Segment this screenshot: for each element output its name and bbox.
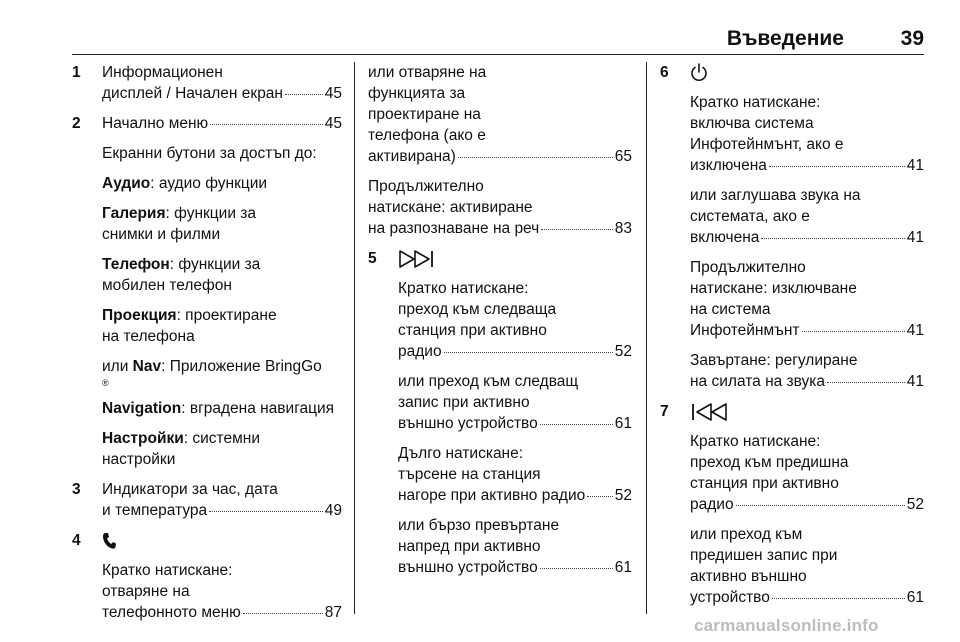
term: Настройки [102, 430, 184, 447]
term: Телефон [102, 256, 170, 273]
entry [690, 257, 924, 341]
entry-text: преход към предишна [690, 454, 849, 471]
toc-line [368, 146, 632, 167]
leader-dots [243, 613, 323, 614]
term: Nav [132, 358, 162, 375]
entry-text: Завъртане: регулиране [690, 352, 858, 369]
entry-text: телефона (ако е [368, 127, 486, 144]
entry-text: Кратко натискане: [690, 433, 821, 450]
toc-line [102, 113, 342, 134]
page-ref[interactable]: 52 [614, 343, 632, 360]
entry-text: или [102, 358, 133, 375]
icon-line [398, 248, 632, 269]
entry-text: активирана) [368, 148, 456, 165]
list-item-6 [660, 62, 924, 392]
entry-text: Начално меню [102, 115, 209, 132]
power-icon [690, 63, 708, 83]
entry [690, 350, 924, 392]
item-number: 2 [72, 115, 81, 132]
entry-text: Кратко натискане: [398, 280, 529, 297]
entry-text: нагоре при активно радио [398, 487, 586, 504]
entry-text: станция при активно [398, 322, 547, 339]
list-item-2 [72, 113, 342, 470]
entry-text: активно външно [690, 568, 807, 585]
list-item-1 [72, 62, 342, 104]
toc-line [690, 320, 924, 341]
header-rule [72, 54, 924, 55]
entry-text: изключена [690, 157, 767, 174]
leader-dots [210, 124, 323, 125]
entry-text: Инфотейнмънт, ако е [690, 136, 844, 153]
entry [102, 428, 342, 470]
page-ref[interactable]: 83 [614, 220, 632, 237]
list-item-5 [368, 248, 632, 578]
leader-dots [285, 94, 323, 95]
leader-dots [540, 424, 613, 425]
leader-dots [587, 496, 612, 497]
entry-text: Екранни бутони за достъп до: [102, 145, 317, 162]
entry [368, 62, 632, 167]
column-3 [660, 62, 924, 617]
toc-line [368, 218, 632, 239]
entry-text: радио [398, 343, 442, 360]
term: Navigation [102, 400, 182, 417]
watermark: carmanualsonline.info [694, 616, 879, 635]
column-divider [646, 62, 647, 614]
page-ref[interactable]: 65 [614, 148, 632, 165]
entry [398, 371, 632, 434]
entry [102, 398, 342, 419]
entry-text: на система [690, 301, 771, 318]
entry [102, 143, 342, 164]
page-ref[interactable]: 41 [906, 373, 924, 390]
entry [398, 515, 632, 578]
page-ref[interactable]: 45 [324, 115, 342, 132]
entry-text: системата, ако е [690, 208, 810, 225]
entry [368, 176, 632, 239]
page-ref[interactable]: 49 [324, 502, 342, 519]
entry-text: отваряне на [102, 583, 190, 600]
entry [102, 62, 342, 104]
entry [690, 431, 924, 515]
entry-text: натискане: активиране [368, 199, 533, 216]
entry-text: преход към следваща [398, 301, 557, 318]
page-ref[interactable]: 61 [614, 559, 632, 576]
entry-text: снимки и филми [102, 226, 221, 243]
toc-line [102, 500, 342, 521]
entry-text: мобилен телефон [102, 277, 232, 294]
next-track-icon [398, 249, 438, 269]
item-number: 7 [660, 403, 669, 420]
page-number: 39 [900, 27, 924, 50]
column-divider [354, 62, 355, 614]
entry-text: Дълго натискане: [398, 445, 524, 462]
entry-text: на силата на звука [690, 373, 826, 390]
leader-dots [209, 511, 323, 512]
entry-text: : Приложение BringGo [161, 358, 322, 375]
entry-text: : вградена навигация [181, 400, 335, 417]
page-ref[interactable]: 41 [906, 157, 924, 174]
leader-dots [541, 229, 613, 230]
entry [690, 92, 924, 176]
entry-text: функцията за [368, 85, 466, 102]
column-1 [72, 62, 342, 632]
page-ref[interactable]: 52 [614, 487, 632, 504]
entry [690, 185, 924, 248]
item-number: 1 [72, 64, 81, 81]
icon-line [690, 401, 924, 422]
entry-text: : системни [183, 430, 260, 447]
toc-line [398, 413, 632, 434]
icon-line [102, 530, 342, 551]
entry [102, 479, 342, 521]
entry-text: Кратко натискане: [690, 94, 821, 111]
entry [102, 305, 342, 347]
entry [102, 560, 342, 623]
entry-text: и температура [102, 502, 208, 519]
term: Проекция [102, 307, 177, 324]
leader-dots [444, 352, 613, 353]
entry [398, 278, 632, 362]
entry-text: или заглушава звука на [690, 187, 861, 204]
page-ref[interactable]: 87 [324, 604, 342, 621]
icon-line [690, 62, 924, 83]
entry-text: : аудио функции [150, 175, 268, 192]
entry-text: запис при активно [398, 394, 530, 411]
entry-text: външно устройство [398, 559, 538, 576]
registered-mark: ® [102, 378, 109, 388]
page-ref[interactable]: 45 [324, 85, 342, 102]
term: Аудио [102, 175, 151, 192]
item-number: 6 [660, 64, 669, 81]
toc-line [690, 155, 924, 176]
entry-text: Информационен [102, 64, 223, 81]
page-ref[interactable]: 61 [614, 415, 632, 432]
column-2 [368, 62, 632, 587]
list-item-7 [660, 401, 924, 608]
entry-text: на разпознаване на реч [368, 220, 540, 237]
list-item-3 [72, 479, 342, 521]
entry-text: включва система [690, 115, 814, 132]
leader-dots [736, 505, 905, 506]
entry-text: или преход към следващ [398, 373, 579, 390]
page-ref[interactable]: 61 [906, 589, 924, 606]
entry [690, 524, 924, 608]
entry-text: : функции за [165, 205, 257, 222]
entry [398, 443, 632, 506]
entry-text: натискане: изключване [690, 280, 857, 297]
term: Галерия [102, 205, 166, 222]
entry-text: радио [690, 496, 734, 513]
entry-text: настройки [102, 451, 176, 468]
entry-text: Индикатори за час, дата [102, 481, 278, 498]
entry-text: предишен запис при [690, 547, 838, 564]
entry [102, 173, 342, 194]
page-header [0, 0, 960, 56]
item-number: 5 [368, 250, 377, 267]
toc-line [102, 83, 342, 104]
entry-text: или преход към [690, 526, 803, 543]
toc-line [690, 587, 924, 608]
entry [102, 203, 342, 245]
leader-dots [827, 382, 905, 383]
entry-text: търсене на станция [398, 466, 541, 483]
entry-text: на телефона [102, 328, 195, 345]
entry-text: телефонното меню [102, 604, 241, 621]
previous-track-icon [690, 402, 730, 422]
phone-icon [102, 532, 116, 550]
leader-dots [802, 331, 905, 332]
item-number: 3 [72, 481, 81, 498]
entry-text: станция при активно [690, 475, 839, 492]
toc-line [690, 371, 924, 392]
item-number: 4 [72, 532, 81, 549]
entry [102, 254, 342, 296]
toc-line [398, 557, 632, 578]
toc-line [690, 227, 924, 248]
entry-text: включена [690, 229, 760, 246]
page-ref[interactable]: 41 [906, 322, 924, 339]
leader-dots [772, 598, 905, 599]
entry-text: дисплей / Начален екран [102, 85, 283, 102]
list-item-4 [72, 530, 342, 623]
entry-text: Продължително [690, 259, 806, 276]
entry-text: : функции за [169, 256, 261, 273]
leader-dots [540, 568, 613, 569]
toc-line [398, 341, 632, 362]
entry-text: проектиране на [368, 106, 481, 123]
leader-dots [458, 157, 613, 158]
toc-line [690, 494, 924, 515]
page-ref[interactable]: 41 [906, 229, 924, 246]
toc-line [102, 602, 342, 623]
entry-text: външно устройство [398, 415, 538, 432]
entry [102, 113, 342, 134]
entry [102, 356, 342, 389]
page-ref[interactable]: 52 [906, 496, 924, 513]
leader-dots [769, 166, 905, 167]
entry-text: Инфотейнмънт [690, 322, 800, 339]
entry-text: или бързо превъртане [398, 517, 560, 534]
entry-text: Кратко натискане: [102, 562, 233, 579]
entry-text: Продължително [368, 178, 484, 195]
entry-text: напред при активно [398, 538, 541, 555]
entry-text: устройство [690, 589, 770, 606]
toc-line [398, 485, 632, 506]
entry-text: : проектиране [176, 307, 277, 324]
page-title: Въведение [726, 27, 844, 50]
entry-text: или отваряне на [368, 64, 487, 81]
leader-dots [761, 238, 904, 239]
